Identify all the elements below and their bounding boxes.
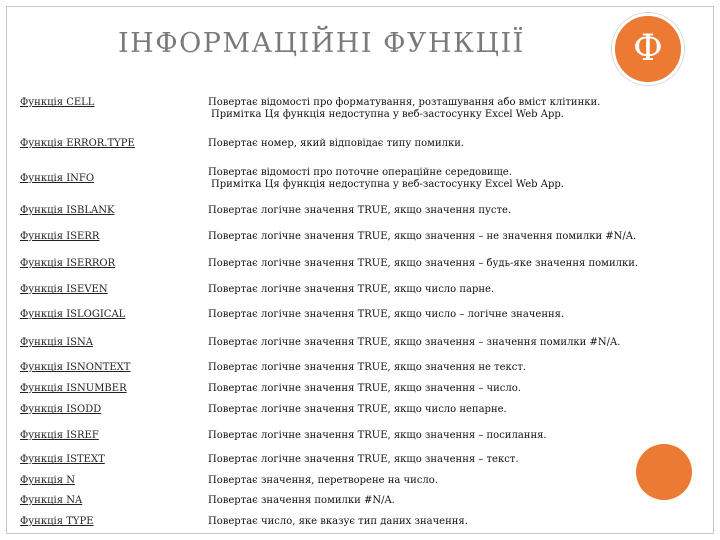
function-description: Повертає логічне значення TRUE, якщо значення – текст. [208, 454, 519, 465]
function-description: Повертає число, яке вказує тип даних значення. [208, 516, 468, 527]
page-title: ІНФОРМАЦІЙНІ ФУНКЦІЇ [118, 28, 525, 59]
function-description: Повертає логічне значення TRUE, якщо значення – не значення помилки #N/A. [208, 231, 637, 242]
function-description: Повертає номер, який відповідає типу помилки. [208, 138, 465, 149]
function-name: Функція ISREF [20, 430, 99, 441]
function-name: Функція ISNUMBER [20, 383, 127, 394]
function-name: Функція ISEVEN [20, 284, 108, 295]
function-description: Повертає логічне значення TRUE, якщо число непарне. [208, 404, 507, 415]
function-description: Повертає логічне значення TRUE, якщо число – логічне значення. [208, 309, 565, 320]
description-note: Примітка Ця функція недоступна у веб-застосунку Excel Web App. [211, 179, 564, 190]
function-description: Повертає логічне значення TRUE, якщо число парне. [208, 284, 495, 295]
function-name: Функція ISLOGICAL [20, 309, 126, 320]
function-name: Функція ISERROR [20, 258, 116, 269]
letter-badge: Ф [612, 13, 684, 85]
function-description [208, 97, 648, 121]
decorative-circle [636, 444, 692, 500]
function-name: Функція CELL [20, 97, 95, 108]
function-description: Повертає логічне значення TRUE, якщо значення – значення помилки #N/A. [208, 337, 621, 348]
function-name: Функція ISERR [20, 231, 100, 242]
function-description: Повертає значення помилки #N/A. [208, 495, 395, 506]
function-name: Функція NA [20, 495, 83, 506]
description-text: Повертає відомості про поточне операційне середовище. [208, 167, 512, 178]
function-name: Функція ISODD [20, 404, 102, 415]
description-text: Повертає відомості про форматування, розташування або вміст клітинки. [208, 97, 601, 108]
function-name: Функція ISNONTEXT [20, 362, 131, 373]
function-description: Повертає логічне значення TRUE, якщо значення – число. [208, 383, 521, 394]
function-name: Функція ERROR.TYPE [20, 138, 135, 149]
function-description: Повертає значення, перетворене на число. [208, 475, 438, 486]
function-name: Функція N [20, 475, 75, 486]
function-name: Функція ISBLANK [20, 205, 115, 216]
function-name: Функція TYPE [20, 516, 94, 527]
function-description: Повертає логічне значення TRUE, якщо значення – посилання. [208, 430, 547, 441]
function-name: Функція INFO [20, 173, 95, 184]
function-description: Повертає логічне значення TRUE, якщо значення пусте. [208, 205, 512, 216]
description-note: Примітка Ця функція недоступна у веб-застосунку Excel Web App. [211, 109, 564, 120]
function-description: Повертає логічне значення TRUE, якщо значення – будь-яке значення помилки. [208, 258, 639, 269]
function-description [208, 167, 648, 191]
function-name: Функція ISTEXT [20, 454, 105, 465]
function-name: Функція ISNA [20, 337, 93, 348]
function-description: Повертає логічне значення TRUE, якщо значення не текст. [208, 362, 527, 373]
